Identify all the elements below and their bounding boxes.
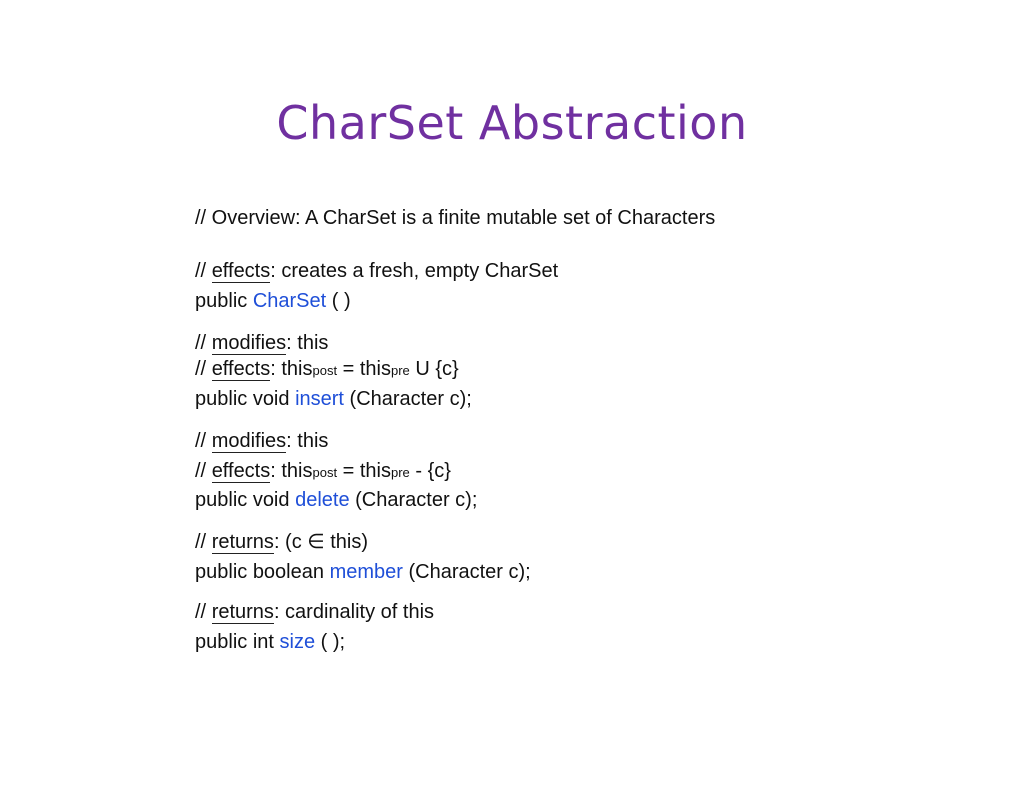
effects-eq: = this — [337, 460, 391, 482]
comment-prefix: // — [195, 430, 207, 452]
pre-subscript: pre — [391, 465, 410, 480]
post-subscript: post — [312, 465, 338, 480]
method-name: member — [329, 561, 403, 583]
method-name: CharSet — [252, 290, 327, 312]
insert-modifies-line — [195, 331, 328, 355]
modifies-keyword: modifies — [211, 430, 287, 452]
comment-prefix: // — [195, 260, 207, 282]
comment-prefix: // — [195, 332, 207, 354]
delete-signature — [195, 488, 477, 512]
signature-prefix: public void — [195, 388, 290, 410]
comment-prefix: // — [195, 358, 207, 380]
overview-comment: // Overview: A CharSet is a finite mutable set of Characters — [195, 207, 716, 229]
comment-prefix: // — [195, 601, 207, 623]
comment-prefix: // — [195, 460, 207, 482]
returns-keyword: returns — [211, 601, 274, 623]
comment-prefix: // — [195, 531, 207, 553]
signature-suffix: (Character c); — [349, 388, 472, 410]
constructor-effects-line — [195, 259, 558, 283]
returns-text: : cardinality of this — [273, 601, 435, 623]
method-name: delete — [295, 489, 350, 511]
returns-keyword: returns — [211, 531, 274, 553]
signature-prefix: public — [195, 290, 248, 312]
signature-suffix: (Character c); — [408, 561, 531, 583]
effects-text: : this — [270, 460, 313, 482]
insert-effects-line — [195, 357, 459, 383]
signature-prefix: public int — [195, 631, 274, 653]
signature-prefix: public void — [195, 489, 290, 511]
method-name: insert — [295, 388, 344, 410]
delete-effects-line — [195, 459, 451, 485]
pre-subscript: pre — [391, 363, 410, 378]
insert-signature — [195, 387, 472, 411]
effects-text: : creates a fresh, empty CharSet — [270, 260, 559, 282]
returns-text: : (c ∈ this) — [273, 531, 369, 553]
method-name: size — [279, 631, 316, 653]
size-signature — [195, 630, 345, 654]
member-returns-line — [195, 530, 368, 554]
member-signature — [195, 560, 531, 584]
slide-title: CharSet Abstraction — [276, 96, 748, 150]
constructor-signature — [195, 289, 351, 313]
signature-suffix: (Character c); — [355, 489, 478, 511]
delete-modifies-line — [195, 429, 328, 453]
effects-text: : this — [270, 358, 313, 380]
signature-suffix: ( ); — [320, 631, 346, 653]
effects-eq: = this — [337, 358, 391, 380]
modifies-keyword: modifies — [211, 332, 287, 354]
modifies-text: : this — [286, 430, 329, 452]
post-subscript: post — [312, 363, 338, 378]
effects-keyword: effects — [211, 358, 271, 380]
effects-keyword: effects — [211, 460, 271, 482]
effects-keyword: effects — [211, 260, 271, 282]
size-returns-line — [195, 600, 434, 624]
effects-tail: U {c} — [409, 358, 459, 380]
effects-tail: - {c} — [409, 460, 451, 482]
signature-suffix: ( ) — [331, 290, 351, 312]
modifies-text: : this — [286, 332, 329, 354]
signature-prefix: public boolean — [195, 561, 324, 583]
